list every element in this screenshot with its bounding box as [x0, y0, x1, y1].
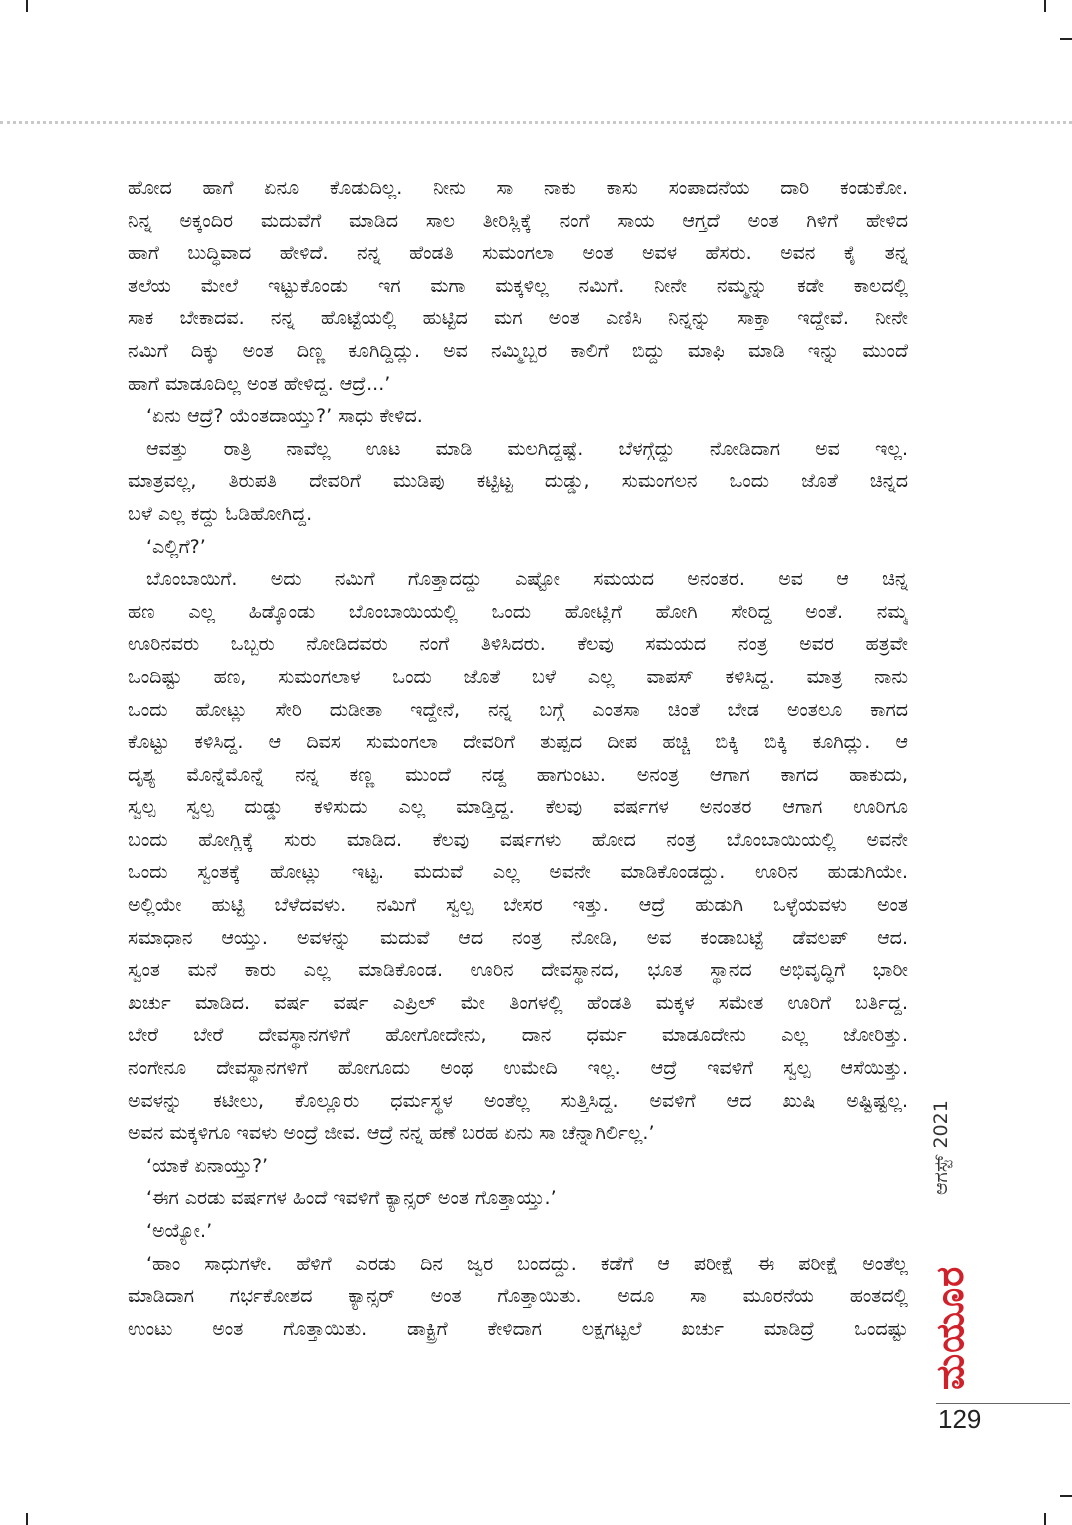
crop-mark-right-upper	[1060, 38, 1072, 40]
crop-mark-bottom-right	[1044, 1513, 1046, 1525]
text-line: ದೃಶ್ಯ ಮೊನ್ನೆಮೊನ್ನೆ ನನ್ನ ಕಣ್ಣ ಮುಂದೆ ನಡ್ದ ಹಾಗುಂಟು. ಅನಂತ್ರ ಆಗಾಗ ಕಾಗದ ಹಾಕುದು,	[128, 763, 908, 786]
text-line: ಹೋದ ಹಾಗೆ ಏನೂ ಕೊಡುದಿಲ್ಲ. ನೀನು ಸಾ ನಾಕು ಕಾಸು ಸಂಪಾದನೆಯ ದಾರಿ ಕಂಡುಕೋ.	[128, 177, 908, 199]
body-text	[128, 172, 908, 1345]
text-line: ಹಣ ಎಲ್ಲ ಹಿಡ್ಕೊಂಡು ಬೊಂಬಾಯಿಯಲ್ಲಿ ಒಂದು ಹೋಟ್ಲಿಗೆ ಹೋಗಿ ಸೇರಿದ್ದ ಅಂತೆ. ನಮ್ಮ	[128, 600, 908, 623]
text-line: ‘ಅಯ್ಯೋ.’	[146, 1220, 213, 1242]
text-line: ಅವನ ಮಕ್ಕಳಿಗೂ ಇವಳು ಅಂದ್ರೆ ಜೀವ. ಆದ್ರೆ ನನ್ನ ಹಣೆ ಬರಹ ಏನು ಸಾ ಚೆನ್ನಾಗಿರ್ಲಿಲ್ಲ.’	[128, 1122, 655, 1145]
text-line: ‘ಯಾಕೆ ಏನಾಯ್ತು?’	[146, 1154, 269, 1177]
page-number: 129	[938, 1404, 982, 1434]
crop-mark-right-lower	[1060, 1495, 1072, 1497]
text-line: ಒಂದು ಸ್ವಂತಕ್ಕೆ ಹೋಟ್ಲು ಇಟ್ಟ. ಮದುವೆ ಎಲ್ಲ ಅವನೇ ಮಾಡಿಕೊಂಡದ್ದು. ಊರಿನ ಹುಡುಗಿಯೇ.	[128, 861, 908, 884]
crop-mark-bottom-left	[26, 1513, 28, 1525]
issue-date: ಆಗಸ್ಟ್ 2021	[930, 1100, 952, 1195]
header-dotted-rule	[0, 121, 1072, 124]
magazine-logo: ಮಯೂರ	[928, 1265, 972, 1390]
text-line: ಸಾಕ ಬೇಕಾದವ. ನನ್ನ ಹೊಟ್ಟೆಯಲ್ಲಿ ಹುಟ್ಟಿದ ಮಗ ಅಂತ ಎಣಿಸಿ ನಿನ್ನನ್ನು ಸಾಕ್ತಾ ಇದ್ದೇವೆ. ನೀನೇ	[128, 307, 908, 330]
text-line: ‘ಈಗ ಎರಡು ವರ್ಷಗಳ ಹಿಂದೆ ಇವಳಿಗೆ ಕ್ಯಾನ್ಸರ್ ಅಂತ ಗೊತ್ತಾಯ್ತು.’	[146, 1187, 557, 1210]
text-line: ನಿನ್ನ ಅಕ್ಕಂದಿರ ಮದುವೆಗೆ ಮಾಡಿದ ಸಾಲ ತೀರಿಸ್ಲಿಕ್ಕೆ ನಂಗೆ ಸಾಯ ಆಗ್ತದೆ ಅಂತ ಗಿಳಿಗೆ ಹೇಳಿದ	[128, 209, 908, 232]
text-line: ಆವತ್ತು ರಾತ್ರಿ ನಾವೆಲ್ಲ ಊಟ ಮಾಡಿ ಮಲಗಿದ್ದಷ್ಟೆ. ಬೆಳಗ್ಗೆದ್ದು ನೋಡಿದಾಗ ಅವ ಇಲ್ಲ.	[146, 437, 908, 460]
text-line: ‘ಏನು ಆದ್ರೆ? ಯೆಂತದಾಯ್ತು?’ ಸಾಧು ಕೇಳಿದ.	[146, 405, 423, 428]
text-line: ತಲೆಯ ಮೇಲೆ ಇಟ್ಟುಕೊಂಡು ಇಗ ಮಗಾ ಮಕ್ಕಳಿಲ್ಲ ನಮಿಗೆ. ನೀನೇ ನಮ್ಮನ್ನು ಕಡೇ ಕಾಲದಲ್ಲಿ	[128, 274, 908, 297]
text-line: ಖರ್ಚು ಮಾಡಿದ. ವರ್ಷ ವರ್ಷ ಎಪ್ರಿಲ್ ಮೇ ತಿಂಗಳಲ್ಲಿ ಹೆಂಡತಿ ಮಕ್ಕಳ ಸಮೇತ ಊರಿಗೆ ಬರ್ತಿದ್ದ.	[128, 991, 908, 1014]
text-line: ಮಾಡಿದಾಗ ಗರ್ಭಕೋಶದ ಕ್ಯಾನ್ಸರ್ ಅಂತ ಗೊತ್ತಾಯಿತು. ಅದೂ ಸಾ ಮೂರನೆಯ ಹಂತದಲ್ಲಿ	[128, 1285, 908, 1308]
text-line: ಸ್ವಲ್ಪ ಸ್ವಲ್ಪ ದುಡ್ಡು ಕಳಿಸುದು ಎಲ್ಲ ಮಾಡ್ತಿದ್ದ. ಕೆಲವು ವರ್ಷಗಳ ಅನಂತರ ಆಗಾಗ ಊರಿಗೂ	[128, 796, 908, 819]
text-line: ಅಲ್ಲಿಯೇ ಹುಟ್ಟಿ ಬೆಳೆದವಳು. ನಮಿಗೆ ಸ್ವಲ್ಪ ಬೇಸರ ಇತ್ತು. ಆದ್ರೆ ಹುಡುಗಿ ಒಳ್ಳೆಯವಳು ಅಂತ	[128, 894, 908, 917]
text-line: ಹಾಗೆ ಬುದ್ಧಿವಾದ ಹೇಳಿದೆ. ನನ್ನ ಹೆಂಡತಿ ಸುಮಂಗಲಾ ಅಂತ ಅವಳ ಹೆಸರು. ಅವನ ಕೈ ತನ್ನ	[128, 242, 908, 265]
text-line: ಬೇರೆ ಬೇರೆ ದೇವಸ್ಥಾನಗಳಿಗೆ ಹೋಗೋದೇನು, ದಾನ ಧರ್ಮ ಮಾಡೂದೇನು ಎಲ್ಲ ಜೋರಿತ್ತು.	[128, 1024, 908, 1047]
crop-mark-top-left	[26, 0, 28, 12]
crop-mark-top-right	[1044, 0, 1046, 12]
text-line: ಅವಳನ್ನು ಕಟೀಲು, ಕೊಲ್ಲೂರು ಧರ್ಮಸ್ಥಳ ಅಂತೆಲ್ಲ ಸುತ್ತಿಸಿದ್ದ. ಅವಳಿಗೆ ಆದ ಖುಷಿ ಅಷ್ಟಿಷ್ಟಲ್ಲ.	[128, 1089, 908, 1112]
text-line: ‘ಹಾಂ ಸಾಧುಗಳೇ. ಹೆಳಿಗೆ ಎರಡು ದಿನ ಜ್ವರ ಬಂದದ್ದು. ಕಡೆಗೆ ಆ ಪರೀಕ್ಷೆ ಈ ಪರೀಕ್ಷೆ ಅಂತೆಲ್ಲ	[146, 1252, 908, 1275]
text-line: ಒಂದಿಷ್ಟು ಹಣ, ಸುಮಂಗಲಾಳ ಒಂದು ಜೊತೆ ಬಳೆ ಎಲ್ಲ ವಾಪಸ್ ಕಳಿಸಿದ್ದ. ಮಾತ್ರ ನಾನು	[128, 665, 908, 688]
text-line: ಬಂದು ಹೋಗ್ಲಿಕ್ಕೆ ಸುರು ಮಾಡಿದ. ಕೆಲವು ವರ್ಷಗಳು ಹೋದ ನಂತ್ರ ಬೊಂಬಾಯಿಯಲ್ಲಿ ಅವನೇ	[128, 828, 908, 851]
text-line: ಊರಿನವರು ಒಬ್ಬರು ನೋಡಿದವರು ನಂಗೆ ತಿಳಿಸಿದರು. ಕೆಲವು ಸಮಯದ ನಂತ್ರ ಅವರ ಹತ್ರವೇ	[128, 633, 908, 656]
text-line: ಮಾತ್ರವಲ್ಲ, ತಿರುಪತಿ ದೇವರಿಗೆ ಮುಡಿಪು ಕಟ್ಟಿಟ್ಟ ದುಡ್ಡು, ಸುಮಂಗಲನ ಒಂದು ಜೊತೆ ಚಿನ್ನದ	[128, 470, 908, 493]
text-line: ಉಂಟು ಅಂತ ಗೊತ್ತಾಯಿತು. ಡಾಕ್ಟ್ರಿಗೆ ಕೇಳಿದಾಗ ಲಕ್ಷಗಟ್ಟಲೆ ಖರ್ಚು ಮಾಡಿದ್ರೆ ಒಂದಷ್ಟು	[128, 1317, 908, 1340]
text-line: ‘ಎಲ್ಲಿಗೆ?’	[146, 535, 206, 558]
text-line: ಹಾಗೆ ಮಾಡೂದಿಲ್ಲ ಅಂತ ಹೇಳಿದ್ದ. ಆದ್ರೆ...’	[128, 372, 391, 395]
text-line: ಕೊಟ್ಟು ಕಳಿಸಿದ್ದ. ಆ ದಿವಸ ಸುಮಂಗಲಾ ದೇವರಿಗೆ ತುಪ್ಪದ ದೀಪ ಹಚ್ಚಿ ಬಿಕ್ಕಿ ಬಿಕ್ಕಿ ಕೂಗಿದ್ಲು. ಆ	[128, 731, 908, 754]
text-line: ಸಮಾಧಾನ ಆಯ್ತು. ಅವಳನ್ನು ಮದುವೆ ಆದ ನಂತ್ರ ನೋಡಿ, ಅವ ಕಂಡಾಬಟ್ಟೆ ಡೆವಲಪ್ ಆದ.	[128, 926, 908, 949]
text-line: ನಂಗೇನೂ ದೇವಸ್ಥಾನಗಳಿಗೆ ಹೋಗೂದು ಅಂಥ ಉಮೇದಿ ಇಲ್ಲ. ಆದ್ರೆ ಇವಳಿಗೆ ಸ್ವಲ್ಪ ಆಸೆಯಿತ್ತು.	[128, 1057, 908, 1080]
text-line: ಬಳೆ ಎಲ್ಲ ಕದ್ದು ಓಡಿಹೋಗಿದ್ದ.	[128, 502, 313, 525]
text-line: ಒಂದು ಹೋಟ್ಲು ಸೇರಿ ದುಡೀತಾ ಇದ್ದೇನೆ, ನನ್ನ ಬಗ್ಗೆ ಎಂತಸಾ ಚಿಂತೆ ಬೇಡ ಅಂತಲೂ ಕಾಗದ	[128, 698, 908, 721]
text-line: ನಮಿಗೆ ದಿಕ್ಕು ಅಂತ ದಿಣ್ಣ ಕೂಗಿದ್ದಿದ್ಲು. ಅವ ನಮ್ಮಿಬ್ಬರ ಕಾಲಿಗೆ ಬಿದ್ದು ಮಾಫಿ ಮಾಡಿ ಇನ್ನು ಮುಂದೆ	[128, 339, 908, 362]
text-line: ಬೊಂಬಾಯಿಗೆ. ಅದು ನಮಿಗೆ ಗೊತ್ತಾದದ್ದು ಎಷ್ಟೋ ಸಮಯದ ಅನಂತರ. ಅವ ಆ ಚಿನ್ನ	[146, 568, 908, 591]
text-line: ಸ್ವಂತ ಮನೆ ಕಾರು ಎಲ್ಲ ಮಾಡಿಕೊಂಡ. ಊರಿನ ದೇವಸ್ಥಾನದ, ಭೂತ ಸ್ಥಾನದ ಅಭಿವೃದ್ಧಿಗೆ ಭಾರೀ	[128, 959, 908, 982]
